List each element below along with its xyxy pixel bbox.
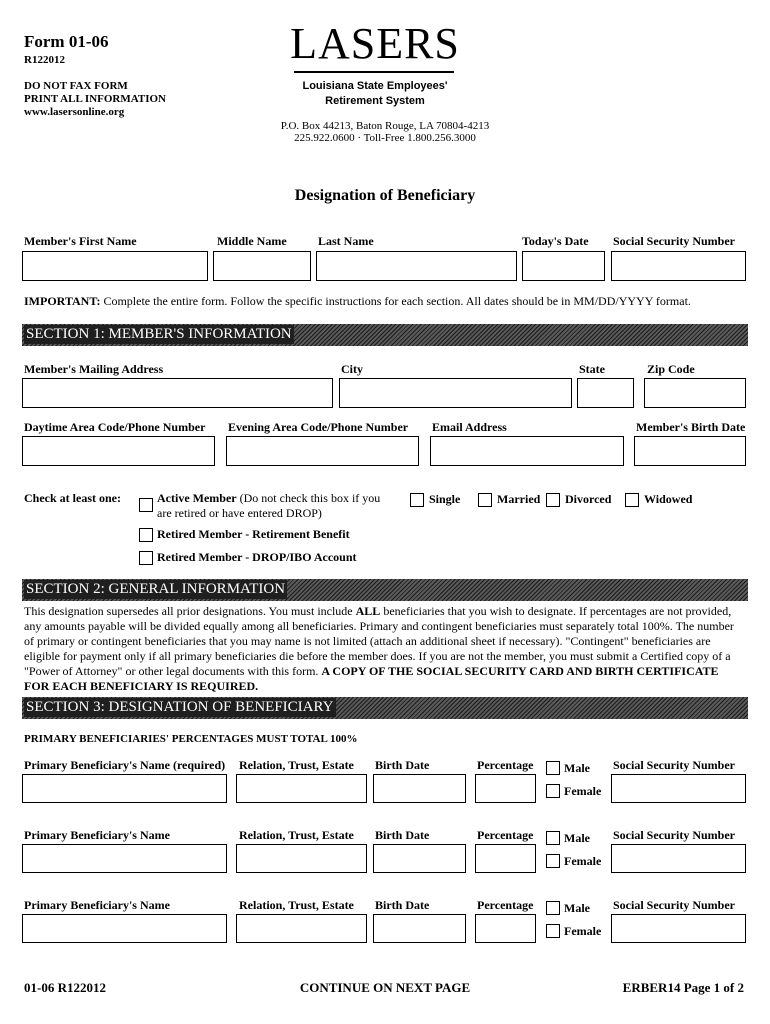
beneficiary2-relation-label: Relation, Trust, Estate: [239, 828, 354, 842]
beneficiary1-birth-label: Birth Date: [375, 758, 430, 772]
email-input[interactable]: [430, 436, 624, 466]
general-text-a: This designation supersedes all prior designations. You must include: [24, 604, 356, 618]
beneficiary1-female-label: Female: [564, 784, 602, 798]
beneficiary2-birth-label: Birth Date: [375, 828, 430, 842]
retired-benefit-checkbox[interactable]: [139, 528, 153, 542]
must-total-note: PRIMARY BENEFICIARIES' PERCENTAGES MUST TOTAL 100%: [24, 733, 358, 745]
beneficiary1-relation-input[interactable]: [236, 774, 367, 803]
general-text-b: beneficiaries that you wish to designate. If percentages are not provided, any amounts payable will be divided equally among all beneficiaries. Primary and contingent beneficiaries must separately total 100%. The number of primary or contingent beneficiaries that you may name is not limited (attach an additional sheet if necessary). "Contingent" beneficiaries are eligible for payment only if all primary beneficiaries die before the member does. If you are not the member, you must submit a Certified copy of a "Power of Attorney" or other legal documents with this form.: [24, 604, 734, 678]
beneficiary1-male-checkbox[interactable]: [546, 761, 560, 775]
beneficiary1-name-input[interactable]: [22, 774, 227, 803]
zip-input[interactable]: [644, 378, 746, 408]
beneficiary3-relation-label: Relation, Trust, Estate: [239, 898, 354, 912]
retired-drop-label: Retired Member - DROP/IBO Account: [157, 550, 357, 564]
beneficiary1-ssn-input[interactable]: [611, 774, 746, 803]
beneficiary2-percentage-label: Percentage: [477, 828, 534, 842]
zip-label: Zip Code: [647, 362, 695, 376]
beneficiary3-male-label: Male: [564, 901, 590, 915]
retired-drop-checkbox[interactable]: [139, 551, 153, 565]
beneficiary3-percentage-input[interactable]: [475, 914, 536, 943]
beneficiary3-female-checkbox[interactable]: [546, 924, 560, 938]
beneficiary1-female-checkbox[interactable]: [546, 784, 560, 798]
eve-phone-label: Evening Area Code/Phone Number: [228, 420, 409, 434]
lasers-logo: [290, 20, 460, 115]
general-information-text: [24, 604, 746, 694]
logo-rule: [294, 71, 454, 73]
section2-header: [22, 579, 748, 601]
beneficiary1-name-label: Primary Beneficiary's Name (required): [24, 758, 226, 772]
instruction-print: PRINT ALL INFORMATION: [24, 93, 167, 105]
general-text-all: ALL: [355, 604, 381, 618]
ssn-input[interactable]: [611, 251, 746, 281]
page-title: Designation of Beneficiary: [294, 187, 476, 204]
beneficiary2-male-label: Male: [564, 831, 590, 845]
last-name-input[interactable]: [316, 251, 517, 281]
beneficiary3-birth-label: Birth Date: [375, 898, 430, 912]
important-text: Complete the entire form. Follow the specific instructions for each section. All dates should be in MM/DD/YYYY format.: [100, 294, 691, 308]
footer-form-code: 01-06 R122012: [24, 980, 106, 995]
divorced-label: Divorced: [565, 492, 612, 506]
beneficiary2-male-checkbox[interactable]: [546, 831, 560, 845]
beneficiary3-birth-input[interactable]: [373, 914, 466, 943]
beneficiary3-name-label: Primary Beneficiary's Name: [24, 898, 170, 912]
widowed-label: Widowed: [644, 492, 693, 506]
active-member-note2: are retired or have entered DROP): [157, 506, 322, 520]
first-name-input[interactable]: [22, 251, 208, 281]
beneficiary2-ssn-label: Social Security Number: [613, 828, 735, 842]
city-label: City: [341, 362, 363, 376]
section1-title: SECTION 1: MEMBER'S INFORMATION: [26, 326, 292, 342]
form-number: Form 01-06: [24, 32, 109, 51]
beneficiary1-ssn-label: Social Security Number: [613, 758, 735, 772]
beneficiary3-ssn-label: Social Security Number: [613, 898, 735, 912]
widowed-checkbox[interactable]: [625, 493, 639, 507]
married-checkbox[interactable]: [478, 493, 492, 507]
day-phone-label: Daytime Area Code/Phone Number: [24, 420, 206, 434]
mailing-address-input[interactable]: [22, 378, 333, 408]
logo-org-line1: Louisiana State Employees': [302, 80, 448, 92]
mailing-address-label: Member's Mailing Address: [24, 362, 164, 376]
beneficiary1-percentage-input[interactable]: [475, 774, 536, 803]
beneficiary1-male-label: Male: [564, 761, 590, 775]
retired-benefit-label: Retired Member - Retirement Benefit: [157, 527, 350, 541]
todays-date-label: Today's Date: [522, 234, 589, 248]
beneficiary2-name-input[interactable]: [22, 844, 227, 873]
website-link[interactable]: www.lasersonline.org: [24, 106, 125, 118]
important-label: IMPORTANT:: [24, 294, 101, 308]
mailing-address: P.O. Box 44213, Baton Rouge, LA 70804-4213: [280, 120, 490, 132]
beneficiary2-female-checkbox[interactable]: [546, 854, 560, 868]
beneficiary3-ssn-input[interactable]: [611, 914, 746, 943]
last-name-label: Last Name: [318, 234, 374, 248]
beneficiary3-male-checkbox[interactable]: [546, 901, 560, 915]
birth-date-input[interactable]: [634, 436, 746, 466]
divorced-checkbox[interactable]: [546, 493, 560, 507]
logo-org-line2: Retirement System: [325, 95, 425, 107]
section2-title: SECTION 2: GENERAL INFORMATION: [26, 581, 286, 597]
active-member-note: (Do not check this box if you: [236, 491, 381, 505]
todays-date-input[interactable]: [522, 251, 605, 281]
beneficiary2-female-label: Female: [564, 854, 602, 868]
section3-title: SECTION 3: DESIGNATION OF BENEFICIARY: [26, 699, 334, 715]
birth-date-label: Member's Birth Date: [636, 420, 746, 434]
married-label: Married: [497, 492, 541, 506]
instruction-no-fax: DO NOT FAX FORM: [24, 80, 128, 92]
beneficiary3-percentage-label: Percentage: [477, 898, 534, 912]
footer-continue: CONTINUE ON NEXT PAGE: [299, 980, 471, 995]
middle-name-label: Middle Name: [217, 234, 287, 248]
beneficiary3-female-label: Female: [564, 924, 602, 938]
section1-header: [22, 324, 748, 346]
check-at-least-label: Check at least one:: [24, 491, 121, 505]
email-label: Email Address: [432, 420, 507, 434]
beneficiary1-relation-label: Relation, Trust, Estate: [239, 758, 354, 772]
state-label: State: [579, 362, 605, 376]
single-label: Single: [429, 492, 461, 506]
beneficiary2-ssn-input[interactable]: [611, 844, 746, 873]
beneficiary2-relation-input[interactable]: [236, 844, 367, 873]
section3-header: [22, 697, 748, 719]
beneficiary2-name-label: Primary Beneficiary's Name: [24, 828, 170, 842]
single-checkbox[interactable]: [410, 493, 424, 507]
important-note: [24, 294, 754, 309]
first-name-label: Member's First Name: [24, 234, 137, 248]
beneficiary1-percentage-label: Percentage: [477, 758, 534, 772]
beneficiary2-percentage-input[interactable]: [475, 844, 536, 873]
general-text-required: A COPY OF THE SOCIAL SECURITY CARD AND BIRTH CERTIFICATE FOR EACH BENEFICIARY IS REQUIRED.: [24, 664, 719, 693]
active-member-label: Active Member: [157, 491, 237, 505]
city-input[interactable]: [339, 378, 572, 408]
middle-name-input[interactable]: [213, 251, 311, 281]
logo-wordmark: LASERS: [290, 19, 460, 68]
phone-numbers: 225.922.0600 · Toll-Free 1.800.256.3000: [294, 132, 476, 144]
active-member-checkbox[interactable]: [139, 498, 153, 512]
beneficiary2-birth-input[interactable]: [373, 844, 466, 873]
beneficiary3-name-input[interactable]: [22, 914, 227, 943]
state-input[interactable]: [577, 378, 634, 408]
beneficiary1-birth-input[interactable]: [373, 774, 466, 803]
eve-phone-input[interactable]: [226, 436, 419, 466]
active-member-option: [157, 491, 380, 521]
footer-page-number: ERBER14 Page 1 of 2: [622, 980, 744, 995]
revision-code: R122012: [24, 54, 65, 66]
beneficiary3-relation-input[interactable]: [236, 914, 367, 943]
ssn-label: Social Security Number: [613, 234, 735, 248]
day-phone-input[interactable]: [22, 436, 215, 466]
